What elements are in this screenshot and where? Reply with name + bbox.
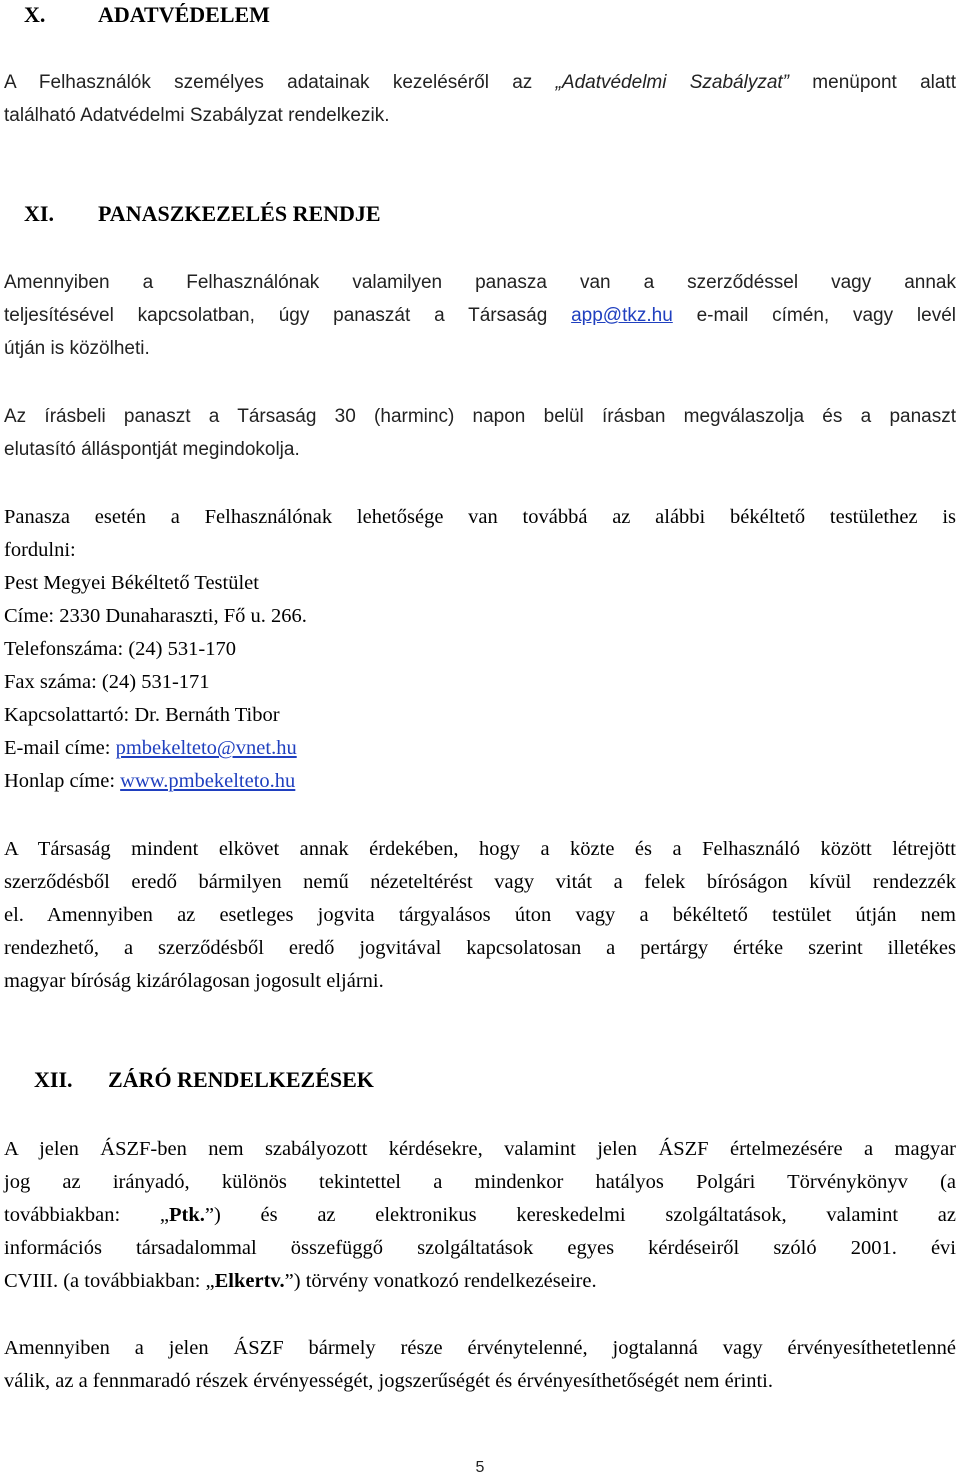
paragraph-line: Az írásbeli panaszt a Társaság 30 (harminc) napon belül írásban megválaszolja és a panaszt [4,406,956,427]
text-run: CVIII. (a továbbiakban: „ [4,1270,215,1292]
paragraph-line: útján is közölheti. [4,338,150,359]
paragraph-line: A jelen ÁSZF-ben nem szabályozott kérdésekre, valamint jelen ÁSZF értelmezésére a magyar [4,1138,956,1160]
paragraph-line: jog az irányadó, különös tekintettel a mindenkor hatályos Polgári Törvénykönyv (a [4,1171,956,1193]
conciliation-body-web-row [4,765,307,798]
section-xii-number: XII. [34,1067,73,1092]
paragraph-line: válik, az a fennmaradó részek érvényességét, jogszerűségét és érvényesíthetőségét nem érinti. [4,1370,773,1392]
section-xi-title: PANASZKEZELÉS RENDJE [98,201,381,226]
section-xii-heading [34,1067,374,1093]
section-x-heading [24,2,270,28]
conciliation-body-name: Pest Megyei Békéltető Testület [4,572,259,594]
text-run: ”) törvény vonatkozó rendelkezéseire. [284,1270,597,1292]
section-xi-number: XI. [24,201,54,226]
text-run: továbbiakban: „ [4,1204,169,1226]
company-email-link[interactable]: app@tkz.hu [571,305,673,326]
complaint-paragraph-1 [4,266,956,365]
paragraph-line: elutasító álláspontját megindokolja. [4,439,300,460]
paragraph-line [4,1199,956,1232]
complaint-paragraph-4 [4,833,956,998]
conciliation-body-contact: Kapcsolattartó: Dr. Bernáth Tibor [4,704,280,726]
paragraph-line: Amennyiben a Felhasználónak valamilyen panasza van a szerződéssel vagy annak [4,272,956,293]
section-x-title: ADATVÉDELEM [98,2,270,27]
privacy-policy-menu-name: „Adatvédelmi Szabályzat” [555,72,790,93]
paragraph-line: Amennyiben a jelen ÁSZF bármely része érvénytelenné, jogtalanná vagy érvényesíthetetlenné [4,1337,956,1359]
paragraph-line [4,1265,956,1298]
conciliation-email-link[interactable]: pmbekelteto@vnet.hu [115,737,297,759]
paragraph-line [4,299,956,332]
section-xii-title: ZÁRÓ RENDELKEZÉSEK [108,1067,374,1092]
section-x-paragraph [4,66,956,132]
ptk-abbreviation: Ptk. [168,1204,205,1226]
closing-paragraph-2 [4,1332,956,1398]
text-run: menüpont alatt [789,72,956,93]
closing-paragraph-1 [4,1133,956,1298]
paragraph-line [4,66,956,99]
section-x-number: X. [24,2,46,27]
elkertv-abbreviation: Elkertv. [214,1270,285,1292]
conciliation-body-phone: Telefonszáma: (24) 531-170 [4,638,236,660]
conciliation-body-email-row [4,732,307,765]
paragraph-line: rendezhető, a szerződésből eredő jogvitával kapcsolatosan a pertárgy értéke szerint illetékes [4,937,956,959]
text-run: A Felhasználók személyes adatainak kezeléséről az [4,72,556,93]
complaint-paragraph-2 [4,400,956,466]
paragraph-line: el. Amennyiben az esetleges jogvita tárgyalásos úton vagy a békéltető testület útján nem [4,904,956,926]
email-label: E-mail címe: [4,737,116,759]
paragraph-line: fordulni: [4,539,76,561]
complaint-paragraph-3 [4,501,956,567]
paragraph-line: Panasza esetén a Felhasználónak lehetősége van továbbá az alábbi békéltető testülethez is [4,506,956,528]
page-number: 5 [475,1459,485,1476]
paragraph-line: található Adatvédelmi Szabályzat rendelkezik. [4,105,390,126]
conciliation-body-fax: Fax száma: (24) 531-171 [4,671,210,693]
text-run: ”) és az elektronikus kereskedelmi szolgáltatások, valamint az [204,1204,956,1226]
paragraph-line: információs társadalommal összefüggő szolgáltatások egyes kérdéseiről szóló 2001. évi [4,1237,956,1259]
paragraph-line: magyar bíróság kizárólagosan jogosult eljárni. [4,970,384,992]
conciliation-body-details [4,567,307,798]
text-run: teljesítésével kapcsolatban, úgy panaszát a Társaság [4,305,572,326]
paragraph-line: szerződésből eredő bármilyen nemű nézeteltérést vagy vitát a felek bíróságon kívül rendezzék [4,871,956,893]
paragraph-line: A Társaság mindent elkövet annak érdekében, hogy a közte és a Felhasználó között létrejött [4,838,956,860]
section-xi-heading [24,201,381,227]
web-label: Honlap címe: [4,770,121,792]
text-run: e-mail címén, vagy levél [672,305,956,326]
conciliation-body-address: Címe: 2330 Dunaharaszti, Fő u. 266. [4,605,307,627]
conciliation-website-link[interactable]: www.pmbekelteto.hu [120,770,296,792]
